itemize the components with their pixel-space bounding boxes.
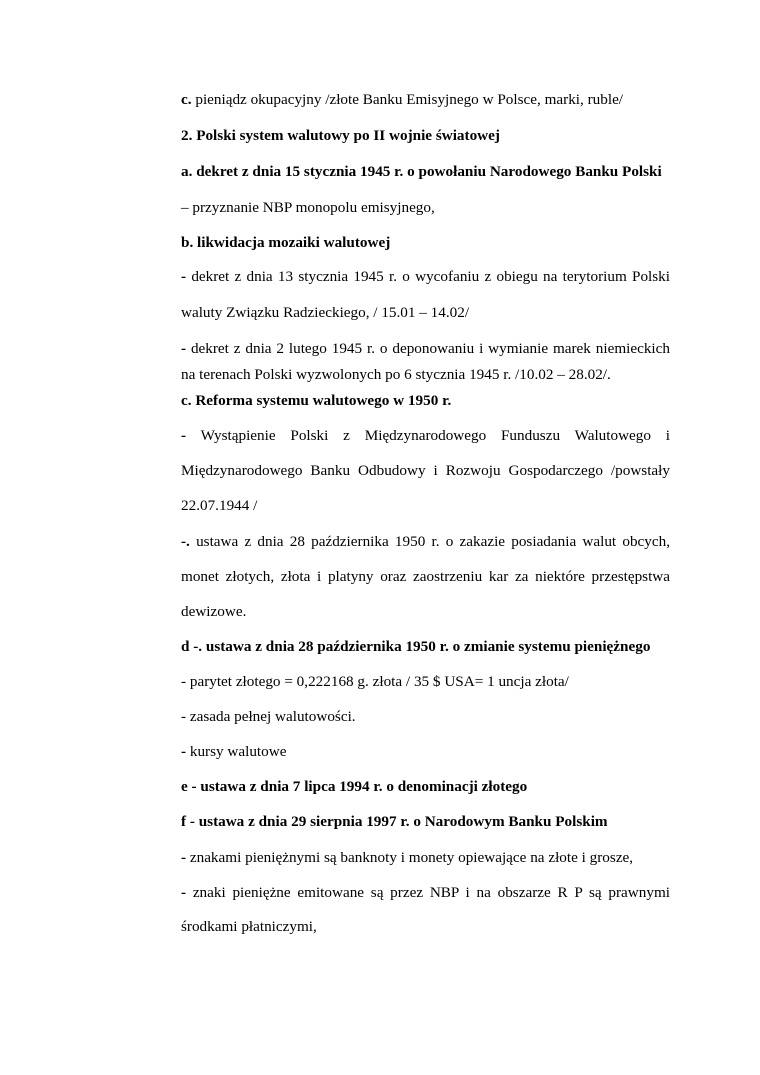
section-heading: 2. Polski system walutowy po II wojnie światowej (181, 127, 500, 144)
text-line: -. ustawa z dnia 28 października 1950 r. o zakazie posiadania walut obcych, (181, 533, 670, 550)
text-line: dewizowe. (181, 603, 247, 620)
text-line: - zasada pełnej walutowości. (181, 708, 356, 725)
subsection-heading: b. likwidacja mozaiki walutowej (181, 234, 391, 251)
text-line: waluty Związku Radzieckiego, / 15.01 – 14.02/ (181, 304, 470, 321)
text-line: na terenach Polski wyzwolonych po 6 stycznia 1945 r. /10.02 – 28.02/. (181, 366, 611, 383)
text-line: – przyznanie NBP monopolu emisyjnego, (181, 199, 435, 216)
text-line: środkami płatniczymi, (181, 918, 317, 935)
text-line: - dekret z dnia 13 stycznia 1945 r. o wycofaniu z obiegu na terytorium Polski (181, 268, 670, 285)
text-line: - Wystąpienie Polski z Międzynarodowego Funduszu Walutowego i (181, 427, 670, 444)
text-line: monet złotych, złota i platyny oraz zaostrzeniu kar za niektóre przestępstwa (181, 568, 670, 585)
subsection-heading: e - ustawa z dnia 7 lipca 1994 r. o denominacji złotego (181, 778, 528, 795)
text-line: Międzynarodowego Banku Odbudowy i Rozwoju Gospodarczego /powstały (181, 462, 670, 479)
text-line: - kursy walutowe (181, 743, 287, 760)
text-line: - dekret z dnia 2 lutego 1945 r. o deponowaniu i wymianie marek niemieckich (181, 340, 670, 357)
subsection-heading: c. Reforma systemu walutowego w 1950 r. (181, 392, 452, 409)
subsection-heading: d -. ustawa z dnia 28 października 1950 r. o zmianie systemu pieniężnego (181, 638, 651, 655)
text-line: 22.07.1944 / (181, 497, 258, 514)
text-line: c. pieniądz okupacyjny /złote Banku Emisyjnego w Polsce, marki, ruble/ (181, 91, 624, 108)
text-line: - znakami pieniężnymi są banknoty i monety opiewające na złote i grosze, (181, 849, 634, 866)
subsection-heading: f - ustawa z dnia 29 sierpnia 1997 r. o Narodowym Banku Polskim (181, 813, 608, 830)
text-line: - znaki pieniężne emitowane są przez NBP i na obszarze R P są prawnymi (181, 884, 670, 901)
subsection-heading: a. dekret z dnia 15 stycznia 1945 r. o powołaniu Narodowego Banku Polski (181, 163, 662, 180)
text-line: - parytet złotego = 0,222168 g. złota / 35 $ USA= 1 uncja złota/ (181, 673, 569, 690)
